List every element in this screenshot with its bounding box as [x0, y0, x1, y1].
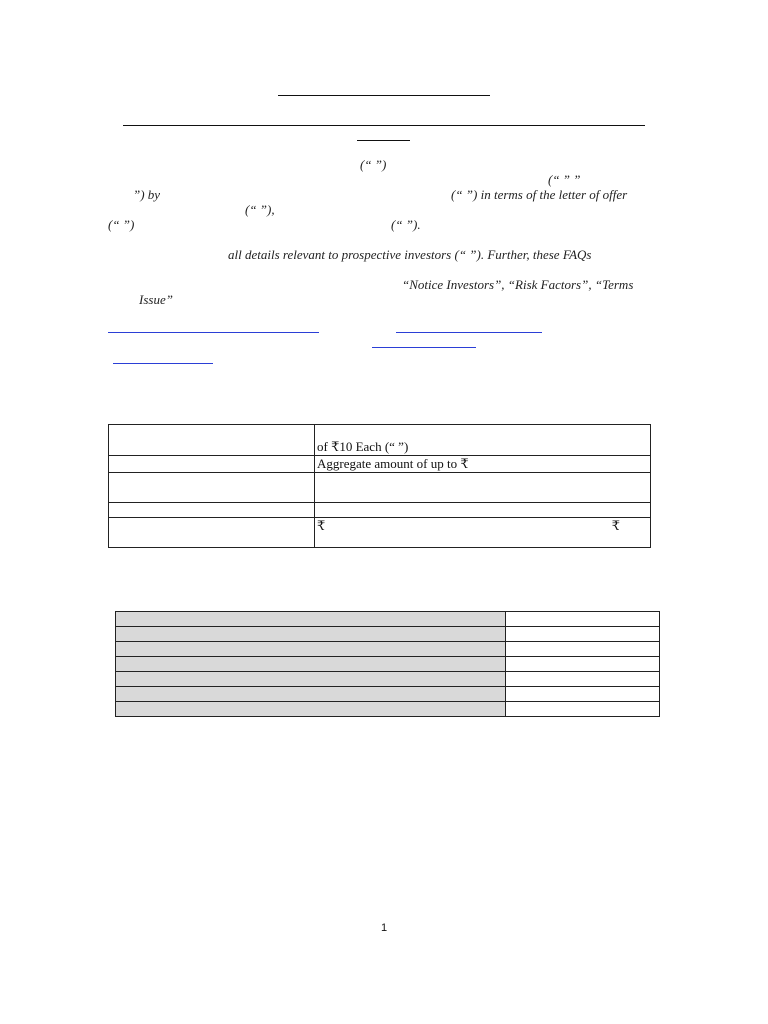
row-label — [109, 456, 315, 473]
hyperlink-1[interactable] — [108, 332, 319, 333]
row-value — [315, 518, 651, 548]
row-value — [506, 657, 660, 672]
subtitle-underline — [123, 125, 645, 126]
intro-line-3b: (“ ”) in terms of the letter of offer — [451, 187, 628, 202]
page-number: 1 — [380, 922, 388, 934]
row-value — [506, 687, 660, 702]
table-row — [116, 657, 660, 672]
row-label — [109, 425, 315, 456]
table-row — [116, 672, 660, 687]
table-row — [116, 612, 660, 627]
table-row — [116, 642, 660, 657]
issue-summary-table — [108, 424, 651, 548]
rupee-value-left: ₹ — [317, 518, 326, 533]
intro-line-6: all details relevant to prospective investors (“ ”). Further, these FAQs — [228, 247, 592, 262]
title-underline — [278, 95, 490, 96]
row-label — [116, 642, 506, 657]
row-value — [315, 503, 651, 518]
row-label — [116, 612, 506, 627]
row-label — [116, 687, 506, 702]
row-label — [109, 473, 315, 503]
row-label — [116, 657, 506, 672]
intro-line-3a: ”) by — [133, 187, 161, 202]
table-row — [109, 503, 651, 518]
row-label — [116, 702, 506, 717]
row-label — [109, 503, 315, 518]
row-value — [506, 642, 660, 657]
row-value — [315, 473, 651, 503]
table-row — [116, 627, 660, 642]
row-value: Aggregate amount of up to ₹ — [315, 456, 651, 473]
schedule-table — [115, 611, 660, 717]
subheading-underline — [357, 140, 410, 141]
intro-line-1: (“ ”) — [360, 157, 387, 172]
hyperlink-4[interactable] — [113, 363, 213, 364]
hyperlink-3[interactable] — [372, 347, 476, 348]
row-value — [506, 702, 660, 717]
row-label — [116, 672, 506, 687]
intro-line-7: “Notice Investors”, “Risk Factors”, “Terms — [402, 277, 634, 292]
table-row — [109, 425, 651, 456]
table-row — [116, 687, 660, 702]
hyperlink-2[interactable] — [396, 332, 542, 333]
table-row — [109, 518, 651, 548]
table-row — [116, 702, 660, 717]
intro-line-4: (“ ”), — [245, 202, 275, 217]
table-row — [109, 456, 651, 473]
intro-line-8: Issue” — [139, 292, 173, 307]
intro-line-5b: (“ ”). — [391, 217, 421, 232]
intro-line-5a: (“ ”) — [108, 217, 135, 232]
row-label — [109, 518, 315, 548]
row-value — [506, 627, 660, 642]
row-value — [506, 672, 660, 687]
table-row — [109, 473, 651, 503]
intro-line-2: (“ ” ” — [548, 172, 581, 187]
row-value — [506, 612, 660, 627]
row-value: of ₹10 Each (“ ”) — [315, 425, 651, 456]
row-label — [116, 627, 506, 642]
rupee-value-right: ₹ — [611, 518, 620, 533]
